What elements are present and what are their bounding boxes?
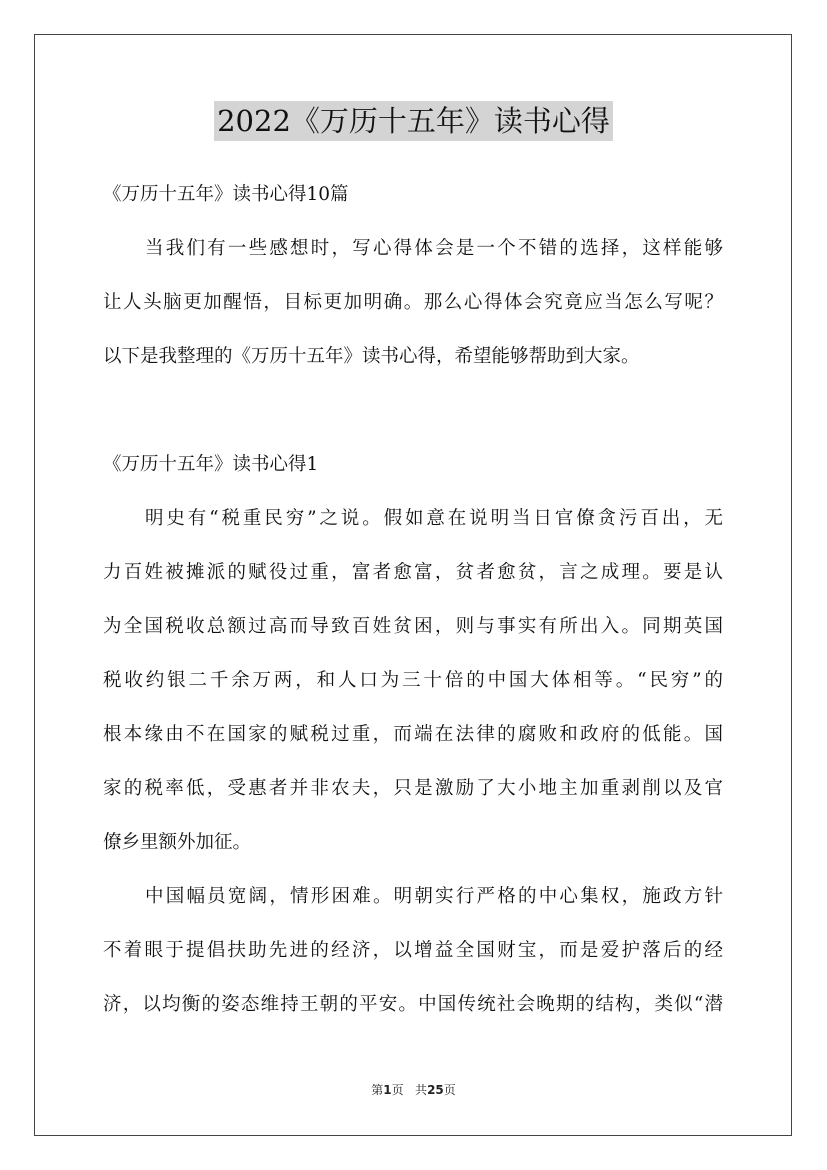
page-prefix: 第 — [371, 1083, 384, 1097]
page-number: 1 — [383, 1083, 392, 1097]
total-prefix: 共 — [415, 1083, 428, 1097]
subtitle: 《万历十五年》读书心得10篇 — [103, 184, 349, 205]
paragraph-line: 力百姓被摊派的赋役过重，富者愈富，贫者愈贫，言之成理。要是认 — [103, 562, 723, 583]
title-wrap — [0, 101, 827, 141]
paragraph-line: 根本缘由不在国家的赋税过重，而端在法律的腐败和政府的低能。国 — [103, 724, 723, 745]
intro-line: 当我们有一些感想时，写心得体会是一个不错的选择，这样能够 — [145, 238, 723, 259]
paragraph-line: 家的税率低，受惠者并非农夫，只是激励了大小地主加重剥削以及官 — [103, 778, 723, 799]
paragraph-line: 济，以均衡的姿态维持王朝的平安。中国传统社会晚期的结构，类似“潜 — [103, 994, 723, 1015]
paragraph-line: 为全国税收总额过高而导致百姓贫困，则与事实有所出入。同期英国 — [103, 616, 723, 637]
page-suffix: 页 — [391, 1083, 404, 1097]
paragraph-line: 明史有“税重民穷”之说。假如意在说明当日官僚贪污百出，无 — [145, 508, 723, 529]
page-footer — [0, 1081, 827, 1098]
paragraph-line: 不着眼于提倡扶助先进的经济，以增益全国财宝，而是爱护落后的经 — [103, 940, 723, 961]
paragraph-line: 僚乡里额外加征。 — [103, 832, 252, 853]
intro-line: 以下是我整理的《万历十五年》读书心得，希望能够帮助到大家。 — [103, 346, 640, 367]
document-title: 2022《万历十五年》读书心得 — [214, 101, 613, 141]
total-pages: 25 — [427, 1083, 444, 1097]
intro-line: 让人头脑更加醒悟，目标更加明确。那么心得体会究竟应当怎么写呢？ — [103, 292, 723, 313]
paragraph-line: 税收约银二千余万两，和人口为三十倍的中国大体相等。“民穷”的 — [103, 670, 723, 691]
section-heading: 《万历十五年》读书心得1 — [103, 454, 319, 475]
paragraph-line: 中国幅员宽阔，情形困难。明朝实行严格的中心集权，施政方针 — [145, 886, 723, 907]
total-suffix: 页 — [443, 1083, 456, 1097]
